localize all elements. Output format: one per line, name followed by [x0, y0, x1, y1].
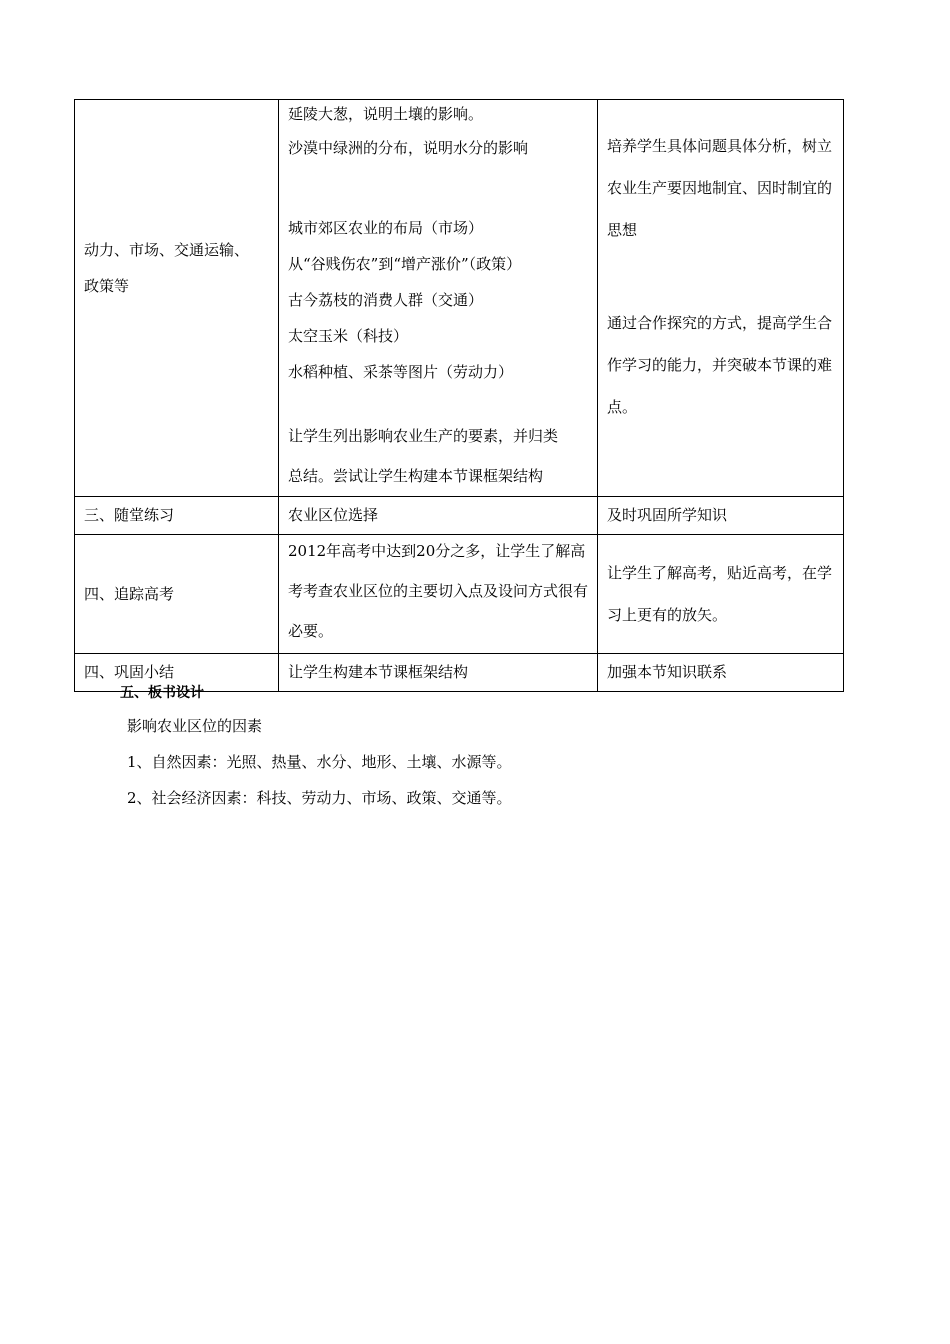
- table-cell-content: [279, 100, 598, 497]
- table-cell-purpose: [598, 100, 844, 497]
- cell-text: 培养学生具体问题具体分析，树立农业生产要因地制宜、因时制宜的思想: [607, 137, 833, 239]
- cell-text: 延陵大葱，说明土壤的影响。: [288, 105, 484, 123]
- blank-line: [288, 390, 588, 416]
- cell-text: 古今荔枝的消费人群（交通）: [288, 291, 484, 309]
- cell-text: 沙漠中绿洲的分布，说明水分的影响: [288, 139, 529, 157]
- cell-text: 让学生了解高考，贴近高考，在学习上更有的放矢。: [607, 564, 833, 624]
- table-row: [75, 100, 844, 497]
- blank-line: [288, 168, 588, 210]
- table-cell-content: 让学生构建本节课框架结构: [279, 654, 598, 692]
- board-item: 1、自然因素：光照、热量、水分、地形、土壤、水源等。: [127, 753, 512, 771]
- table-cell-content: 农业区位选择: [279, 497, 598, 535]
- cell-text: 从“谷贱伤农”到“增产涨价”（政策）: [288, 255, 522, 273]
- board-design-section: [74, 678, 854, 816]
- cell-text: 让学生列出影响农业生产的要素，并归类: [288, 427, 559, 445]
- cell-text: 动力、市场、交通运输、: [84, 241, 250, 259]
- cell-text: 太空玉米（科技）: [288, 327, 409, 345]
- cell-text: 2012年高考中达到20分之多，让学生了解高考考查农业区位的主要切入点及设问方式很有必要。: [288, 542, 589, 640]
- table-row: [75, 497, 844, 535]
- table-cell-activity: 三、随堂练习: [75, 497, 279, 535]
- board-title: 影响农业区位的因素: [127, 717, 263, 735]
- table-cell-content: [279, 535, 598, 654]
- table-cell-activity: 四、追踪高考: [75, 535, 279, 654]
- table-row: [75, 535, 844, 654]
- table-cell-purpose: [598, 535, 844, 654]
- table-cell-purpose: 及时巩固所学知识: [598, 497, 844, 535]
- table-cell-activity: 四、巩固小结: [75, 654, 279, 692]
- board-item: 2、社会经济因素：科技、劳动力、市场、政策、交通等。: [127, 789, 512, 807]
- cell-text: 城市郊区农业的布局（市场）: [288, 219, 484, 237]
- table-cell-activity: [75, 100, 279, 497]
- cell-text: 政策等: [84, 277, 130, 295]
- cell-text: 水稻种植、采茶等图片（劳动力）: [288, 363, 514, 381]
- cell-text: 通过合作探究的方式，提高学生合作学习的能力，并突破本节课的难点。: [607, 314, 833, 416]
- lesson-table: [74, 99, 844, 692]
- cell-text: 总结。尝试让学生构建本节课框架结构: [288, 467, 544, 485]
- section-heading: 五、板书设计: [120, 685, 204, 701]
- table-cell-purpose: 加强本节知识联系: [598, 654, 844, 692]
